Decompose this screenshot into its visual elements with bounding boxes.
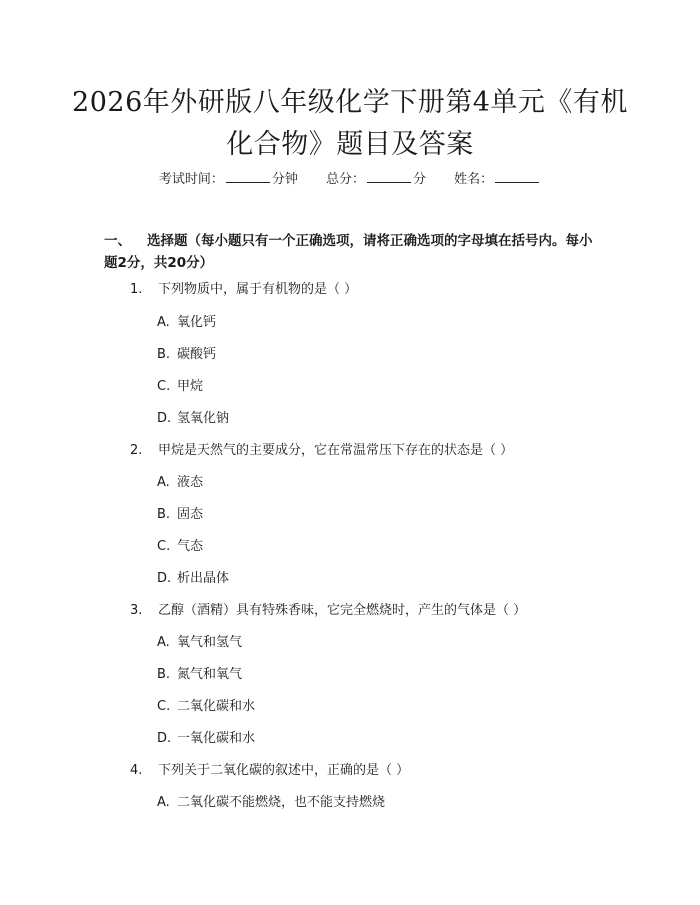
option-text: 氧化钙 [177,315,217,330]
option-letter: A. [157,635,170,650]
option-letter: C. [157,379,171,394]
option-4a [157,794,385,812]
option-letter: D. [157,411,172,426]
question-3 [130,602,526,620]
question-number: 4. [130,763,143,778]
option-text: 析出晶体 [177,571,230,586]
question-4 [130,762,409,780]
option-text: 甲烷 [177,379,204,394]
option-2d [157,570,229,588]
option-text: 二氧化碳和水 [177,699,256,714]
option-letter: C. [157,699,171,714]
option-text: 氧气和氢气 [177,635,243,650]
score-label: 总分： [325,172,365,187]
question-2 [130,442,513,460]
option-letter: A. [157,795,170,810]
option-text: 固态 [177,507,204,522]
option-1b [157,346,216,364]
question-text: 下列物质中，属于有机物的是（ ） [158,282,358,297]
exam-time [159,168,298,187]
score-unit: 分 [413,172,427,187]
section-number: 一、 [104,233,131,249]
option-text: 氢氧化钠 [177,411,230,426]
option-text: 氮气和氧气 [177,667,243,682]
score-blank [367,181,411,183]
option-1d [157,410,229,428]
question-number: 2. [130,443,143,458]
option-3d [157,730,255,748]
section-heading [104,230,604,274]
time-unit: 分钟 [271,172,298,187]
option-text: 二氧化碳不能燃烧，也不能支持燃烧 [177,795,386,810]
question-number: 1. [130,282,143,297]
option-text: 一氧化碳和水 [177,731,256,746]
option-letter: B. [157,667,171,682]
time-label: 考试时间： [158,172,224,187]
option-3b [157,666,242,684]
option-2c [157,538,203,556]
exam-info [0,168,700,187]
option-1a [157,314,216,332]
option-letter: A. [157,475,170,490]
option-3c [157,698,255,716]
option-letter: B. [157,507,171,522]
option-2a [157,474,203,492]
option-letter: D. [157,731,172,746]
option-1c [157,378,203,396]
question-number: 3. [130,603,143,618]
question-text: 甲烷是天然气的主要成分，它在常温常压下存在的状态是（ ） [158,443,514,458]
name-label: 姓名： [454,172,494,187]
time-blank [226,181,270,183]
option-letter: B. [157,347,171,362]
option-letter: C. [157,539,171,554]
option-text: 碳酸钙 [177,347,217,362]
option-3a [157,634,242,652]
option-letter: D. [157,571,172,586]
option-2b [157,506,203,524]
name-blank [495,181,539,183]
question-text: 下列关于二氧化碳的叙述中，正确的是（ ） [158,763,410,778]
question-1 [130,281,357,299]
student-name [454,168,541,187]
document-title: 2026年外研版八年级化学下册第4单元《有机化合物》题目及答案 [72,87,628,160]
section-instructions: 选择题（每小题只有一个正确选项，请将正确选项的字母填在括号内。每小题2分，共20分） [104,233,593,271]
option-text: 液态 [177,475,204,490]
exam-score [326,168,426,187]
question-text: 乙醇（酒精）具有特殊香味，它完全燃烧时，产生的气体是（ ） [158,603,527,618]
option-text: 气态 [177,539,204,554]
option-letter: A. [157,315,170,330]
